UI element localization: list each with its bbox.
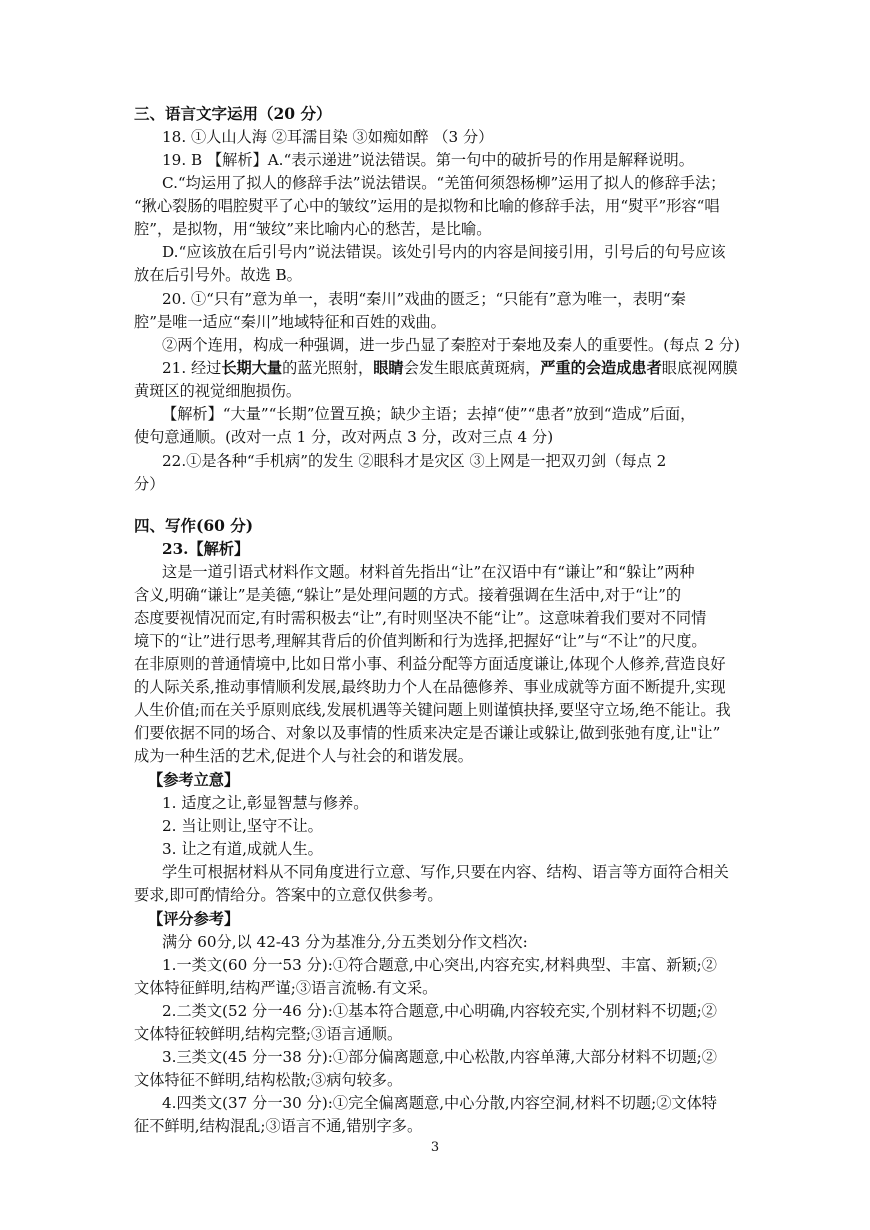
answer-23-label: 23.【解析】 [162,540,250,558]
reference-idea: 1. 适度之让,彰显智慧与修养。 [162,794,369,812]
grade-2-line2: 文体特征较鲜明,结构完整;③语言通顺。 [134,1025,403,1043]
note-line1: 学生可根据材料从不同角度进行立意、写作,只要在内容、结构、语言等方面符合相关 [162,863,729,881]
grade-3-line1: 3.三类文(45 分一38 分):①部分偏离题意,中心松散,内容单薄,大部分材料不切题;② [162,1048,717,1066]
answer-19-line4: 腔”，是拟物，用“皱纹”来比喻内心的愁苦，是比喻。 [134,220,492,238]
answer-21-bold: 严重的会造成患者 [540,359,662,377]
answer-19-line2: C.“均运用了拟人的修辞手法”说法错误。“羌笛何须怨杨柳”运用了拟人的修辞手法； [162,174,726,192]
analysis-line: 在非原则的普通情境中,比如日常小事、利益分配等方面适度谦让,体现个人修养,营造良好 [134,655,726,673]
answer-21-line4: 使句意通顺。(改对一点 1 分，改对两点 3 分，改对三点 4 分) [134,428,554,446]
analysis-line: 含义,明确“谦让”是美德,“躲让”是处理问题的方式。接着强调在生活中,对于“让”的 [134,586,682,604]
page-number: 3 [430,1140,440,1155]
analysis-line: 们要依据不同的场合、对象以及事情的性质来决定是否谦让或躲让,做到张弛有度,让"让” [134,724,721,742]
section-3-heading: 三、语言文字运用（20 分） [134,104,332,123]
reference-idea: 3. 让之有道,成就人生。 [162,840,323,858]
answer-21-bold: 长期大量 [221,359,283,377]
answer-19-line1: 19. B 【解析】A.“表示递进”说法错误。第一句中的破折号的作用是解释说明。 [162,151,694,169]
reference-idea: 2. 当让则让,坚守不让。 [162,817,323,835]
grade-1-line2: 文体特征鲜明,结构严谨;③语言流畅.有文采。 [134,979,438,997]
reference-ideas-title: 【参考立意】 [148,771,240,789]
grade-2-line1: 2.二类文(52 分一46 分):①基本符合题意,中心明确,内容较充实,个别材料不切题;② [162,1002,717,1020]
answer-21-bold: 眼睛 [373,359,404,377]
answer-21-part: 眼底视网膜 [661,359,738,377]
answer-22-line2: 分） [134,475,165,493]
analysis-line: 这是一道引语式材料作文题。材料首先指出“让”在汉语中有“谦让”和“躲让”两种 [162,563,695,581]
answer-19-line6: 放在后引号外。故选 B。 [134,266,302,284]
analysis-line: 人生价值;而在关乎原则底线,发展机遇等关键问题上则谨慎抉择,要坚守立场,绝不能让。我 [134,701,731,719]
answer-19-line5: D.“应该放在后引号内”说法错误。该处引号内的内容是间接引用，引号后的句号应该 [162,243,726,261]
analysis-line: 成为一种生活的艺术,促进个人与社会的和谐发展。 [134,747,473,765]
grade-4-line1: 4.四类文(37 分一30 分):①完全偏离题意,中心分散,内容空洞,材料不切题;②文体特 [162,1094,717,1112]
analysis-line: 的人际关系,推动事情顺利发展,最终助力个人在品德修养、事业成就等方面不断提升,实现 [134,678,726,696]
grade-3-line2: 文体特征不鲜明,结构松散;③病句较多。 [134,1071,403,1089]
scoring-title: 【评分参考】 [148,910,240,928]
answer-18: 18. ①人山人海 ②耳濡目染 ③如痴如醉 （3 分） [162,128,494,146]
answer-21-part: 会发生眼底黄斑病， [403,359,541,377]
scoring-intro: 满分 60分,以 42-43 分为基准分,分五类划分作文档次: [162,933,528,951]
answer-21-part: 21. 经过 [162,359,222,377]
answer-21-part: 的蓝光照射， [282,359,374,377]
answer-21-line2: 黄斑区的视觉细胞损伤。 [134,382,302,400]
answer-21-line3: 【解析】“大量”“长期”位置互换；缺少主语；去掉“使”“患者”放到“造成”后面， [162,405,696,423]
section-4-heading: 四、写作(60 分) [134,516,254,535]
analysis-line: 态度要视情况而定,有时需积极去“让”,有时则坚决不能“让”。这意味着我们要对不同情 [134,609,707,627]
answer-20-line1: 20. ①“只有”意为单一，表明“秦川”戏曲的匮乏；“只能有”意为唯一，表明“秦 [162,290,686,308]
note-line2: 要求,即可酌情给分。答案中的立意仅供参考。 [134,886,443,904]
answer-19-line3: “揪心裂肠的唱腔熨平了心中的皱纹”运用的是拟物和比喻的修辞手法，用“熨平”形容“唱 [134,197,720,215]
answer-20-line3: ②两个连用，构成一种强调，进一步凸显了秦腔对于秦地及秦人的重要性。(每点 2 分) [162,336,740,354]
grade-4-line2: 征不鲜明,结构混乱;③语言不通,错别字多。 [134,1117,423,1135]
answer-22-line1: 22.①是各种“手机病”的发生 ②眼科才是灾区 ③上网是一把双刃剑（每点 2 [162,452,667,470]
answer-20-line2: 腔”是唯一适应“秦川”地域特征和百姓的戏曲。 [134,313,446,331]
answer-21-line1 [162,358,738,378]
analysis-line: 境下的“让”进行思考,理解其背后的价值判断和行为选择,把握好“让”与“不让”的尺度。 [134,632,707,650]
grade-1-line1: 1.一类文(60 分一53 分):①符合题意,中心突出,内容充实,材料典型、丰富、新颖;② [162,956,717,974]
